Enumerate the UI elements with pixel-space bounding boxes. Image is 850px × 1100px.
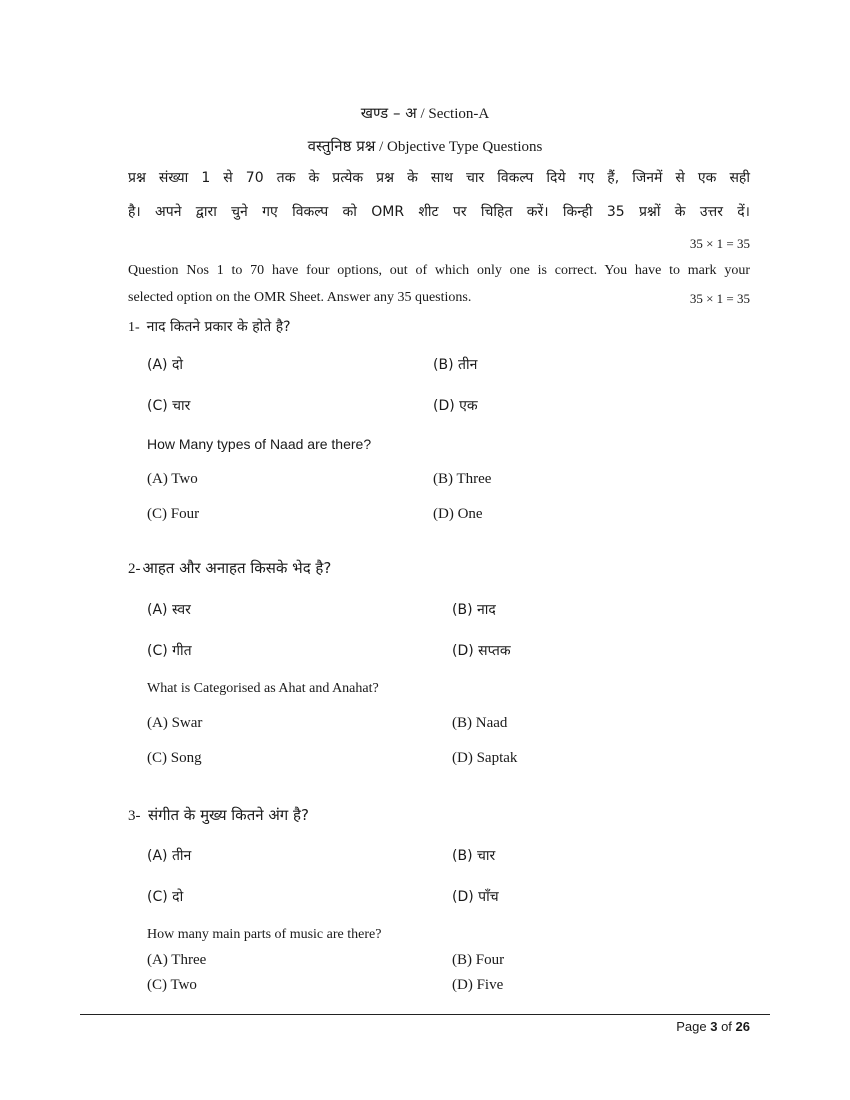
q1-option-c-english: (C) Four: [147, 506, 200, 522]
question-type-heading: [0, 136, 850, 156]
q1-option-a-hindi: (A) दो: [147, 357, 184, 373]
q2-option-c-english: (C) Song: [147, 750, 202, 766]
page-number: [676, 1019, 750, 1034]
q3-option-c-hindi: (C) दो: [147, 889, 184, 905]
q3-option-a-english: (A) Three: [147, 952, 207, 968]
question-2-hindi: [128, 558, 331, 578]
page-of: of: [717, 1019, 736, 1034]
question-1-text-hindi: नाद कितने प्रकार के होते है?: [146, 319, 291, 335]
section-heading: [0, 103, 850, 123]
q2-option-a-hindi: (A) स्वर: [147, 602, 191, 618]
page-total: 26: [735, 1019, 750, 1034]
q2-option-d-hindi: (D) सप्तक: [452, 643, 511, 659]
instructions-english-line2: selected option on the OMR Sheet. Answer any 35 questions.: [128, 290, 472, 305]
section-heading-hindi: खण्ड – अ: [360, 104, 417, 122]
q3-option-b-english: (B) Four: [452, 952, 505, 968]
q2-option-b-hindi: (B) नाद: [452, 602, 496, 618]
marks-hindi: 35 × 1 = 35: [689, 236, 750, 251]
q1-option-d-english: (D) One: [433, 506, 483, 522]
question-2-number: 2-: [128, 561, 141, 577]
q3-option-c-english: (C) Two: [147, 977, 197, 993]
q3-option-a-hindi: (A) तीन: [147, 848, 192, 864]
q1-option-d-hindi: (D) एक: [433, 398, 478, 414]
section-heading-english: Section-A: [428, 106, 490, 122]
question-type-english: Objective Type Questions: [387, 139, 543, 155]
question-1-number: 1-: [128, 320, 140, 335]
q2-option-b-english: (B) Naad: [452, 715, 508, 731]
question-3-text-english: How many main parts of music are there?: [147, 927, 382, 942]
q2-option-a-english: (A) Swar: [147, 715, 203, 731]
page-prefix: Page: [676, 1019, 711, 1034]
instructions-hindi-line1: प्रश्न संख्या 1 से 70 तक के प्रत्येक प्रश्न के साथ चार विकल्प दिये गए हैं, जिनमें से एक सही: [128, 170, 750, 186]
page-current: 3: [710, 1019, 718, 1034]
question-3-text-hindi: संगीत के मुख्य कितने अंग है?: [148, 806, 309, 824]
q3-option-d-hindi: (D) पाँच: [452, 889, 499, 905]
instructions-hindi-line2: है। अपने द्वारा चुने गए विकल्प को OMR शीट पर चिहित करें। किन्ही 35 प्रश्नों के उत्तर दें।: [128, 204, 750, 220]
question-type-separator: /: [375, 139, 388, 155]
q1-option-b-hindi: (B) तीन: [433, 357, 478, 373]
instructions-english-line1: Question Nos 1 to 70 have four options, out of which only one is correct. You have to mark your: [128, 263, 750, 278]
marks-english: 35 × 1 = 35: [689, 291, 750, 306]
question-type-hindi: वस्तुनिष्ठ प्रश्न: [307, 137, 376, 155]
q1-option-c-hindi: (C) चार: [147, 398, 191, 414]
q2-option-d-english: (D) Saptak: [452, 750, 518, 766]
question-1-text-english: How Many types of Naad are there?: [147, 436, 372, 452]
q3-option-b-hindi: (B) चार: [452, 848, 496, 864]
q3-option-d-english: (D) Five: [452, 977, 504, 993]
question-2-text-hindi: आहत और अनाहत किसके भेद है?: [142, 559, 332, 577]
q2-option-c-hindi: (C) गीत: [147, 643, 192, 659]
question-3-hindi: [128, 805, 309, 825]
question-1-hindi: [128, 317, 291, 336]
q1-option-a-english: (A) Two: [147, 471, 198, 487]
section-heading-separator: /: [416, 106, 429, 122]
footer-divider: [80, 1014, 770, 1015]
q1-option-b-english: (B) Three: [433, 471, 492, 487]
question-2-text-english: What is Categorised as Ahat and Anahat?: [147, 681, 379, 696]
question-3-number: 3-: [128, 808, 141, 824]
